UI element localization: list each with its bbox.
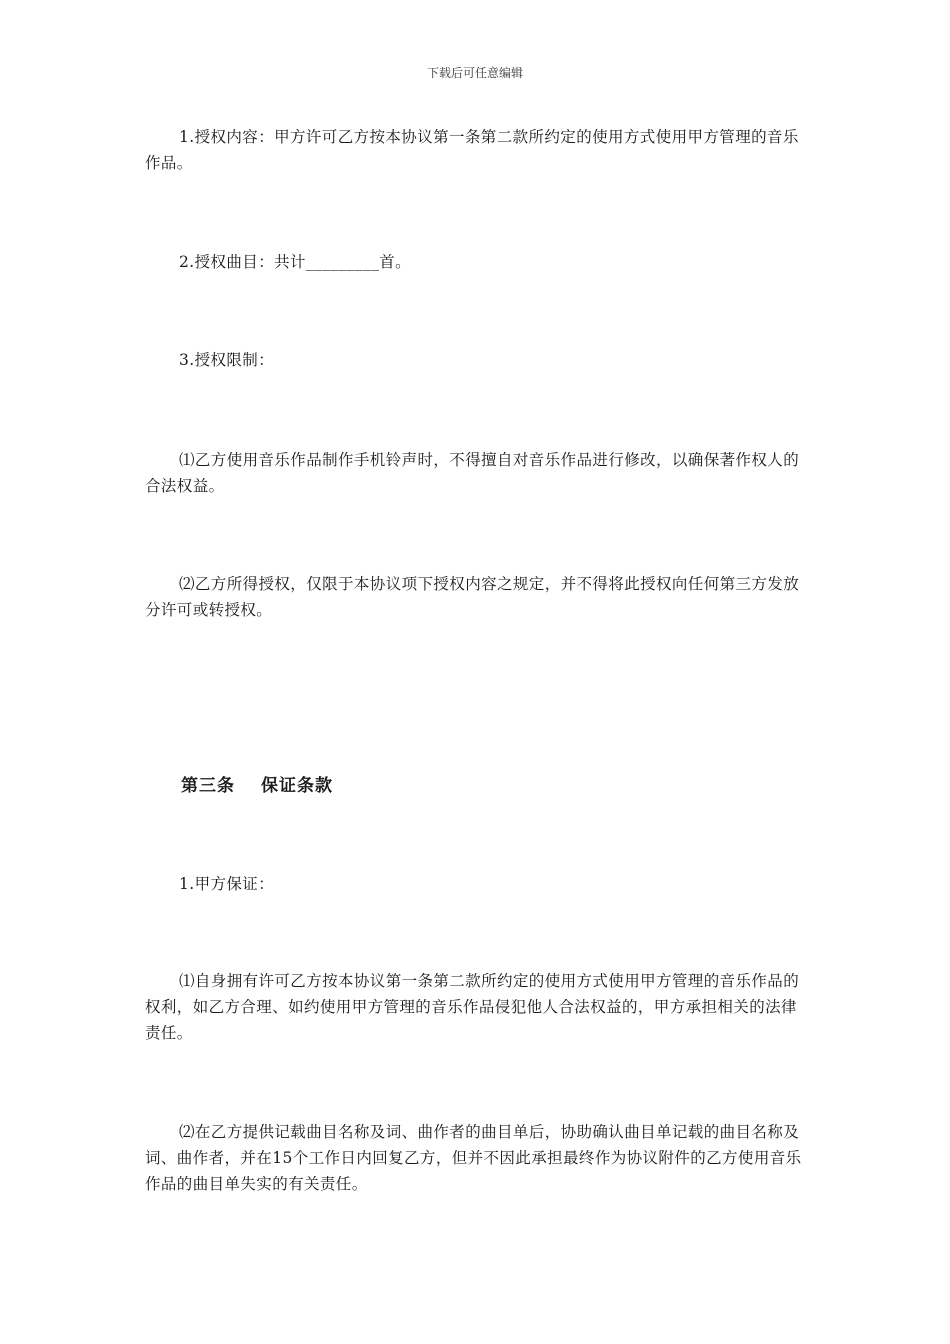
clause-authorized-tracks: 2.授权曲目：共计_________首。 — [179, 253, 412, 271]
limit-item-2: ⑵乙方所得授权，仅限于本协议项下授权内容之规定，并不得将此授权向任何第三方发放分许可或转授权。 — [145, 575, 800, 619]
clause-authorization-limits: 3.授权限制： — [179, 351, 275, 369]
clause-party-a-guarantee: 1.甲方保证： — [179, 875, 275, 893]
clause-authorization-content: 1.授权内容：甲方许可乙方按本协议第一条第二款所约定的使用方式使用甲方管理的音乐作品。 — [145, 128, 799, 172]
article-title: 保证条款 — [261, 776, 333, 796]
article-number: 第三条 — [181, 776, 235, 796]
article-three-heading — [181, 771, 333, 796]
limit-item-1: ⑴乙方使用音乐作品制作手机铃声时，不得擅自对音乐作品进行修改，以确保著作权人的合法权益。 — [145, 451, 800, 495]
guarantee-item-2: ⑵在乙方提供记载曲目名称及词、曲作者的曲目单后，协助确认曲目单记载的曲目名称及词、曲作者，并在15个工作日内回复乙方，但并不因此承担最终作为协议附件的乙方使用音乐作品的曲目单失实的有关责任。 — [145, 1123, 802, 1193]
guarantee-item-1: ⑴自身拥有许可乙方按本协议第一条第二款所约定的使用方式使用甲方管理的音乐作品的权利，如乙方合理、如约使用甲方管理的音乐作品侵犯他人合法权益的，甲方承担相关的法律责任。 — [145, 972, 800, 1042]
page-header: 下载后可任意编辑 — [426, 66, 523, 80]
